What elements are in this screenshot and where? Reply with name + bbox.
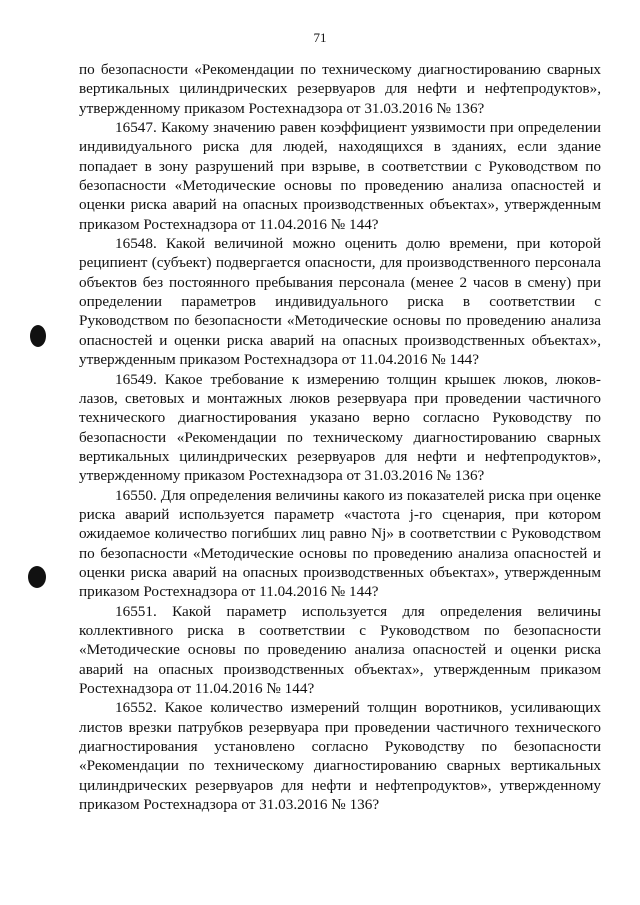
question-16549: 16549. Какое требование к измерению толщин крышек люков, люков-лазов, световых и монтажных люков резервуара при проведении частичного технического диагностирования указано верно согласно Руководству по безопасности «Рекомендации по техническому диагностированию сварных вертикальных цилиндрических резервуаров для нефти и нефтепродуктов», утвержденному приказом Ростехнадзора от 31.03.2016 № 136? [79, 370, 601, 485]
paragraph-continuation: по безопасности «Рекомендации по техническому диагностированию сварных вертикальных цилиндрических резервуаров для нефти и нефтепродуктов», утвержденному приказом Ростехнадзора от 31.03.2016 № 136? [79, 61, 601, 117]
punch-hole-mark [30, 325, 46, 347]
page-number: 71 [313, 30, 327, 45]
question-16547: 16547. Какому значению равен коэффициент уязвимости при определении индивидуального риска для людей, находящихся в зданиях, если здание попадает в зону разрушений при взрыве, в соответствии с Руководством по безопасности «Методические основы по проведению анализа опасностей и оценки риска аварий на опасных производственных объектах», утвержденным приказом Ростехнадзора от 11.04.2016 № 144? [79, 119, 601, 233]
question-16551: 16551. Какой параметр используется для определения величины коллективного риска в соответствии с Руководством по безопасности «Методические основы по проведению анализа опасностей и оценки риска аварий на опасных производственных объектах», утвержденным приказом Ростехнадзора от 11.04.2016 № 144? [79, 602, 601, 697]
punch-hole-mark [28, 566, 46, 588]
question-16548: 16548. Какой величиной можно оценить долю времени, при которой реципиент (субъект) подвергается опасности, для производственного персонала объектов без постоянного пребывания персонала (менее 2 часов в смену) при определении параметров индивидуального риска в соответствии с Руководством по безопасности «Методические основы по проведению анализа опасностей и оценки риска аварий на опасных производственных объектах», утвержденным приказом Ростехнадзора от 11.04.2016 № 144? [79, 235, 601, 369]
question-16550: 16550. Для определения величины какого из показателей риска при оценке риска аварий используется параметр «частота j-го сценария, при котором ожидаемое количество погибших лиц равно Nj» в соответствии с Руководством по безопасности «Методические основы по проведению анализа опасностей и оценки риска аварий на опасных производственных объектах», утвержденным приказом Ростехнадзора от 11.04.2016 № 144? [79, 486, 601, 601]
document-body [79, 60, 601, 814]
question-16552: 16552. Какое количество измерений толщин воротников, усиливающих листов врезки патрубков резервуара при проведении частичного технического диагностирования установлено согласно Руководству по безопасности «Рекомендации по техническому диагностированию сварных вертикальных цилиндрических резервуаров для нефти и нефтепродуктов», утвержденному приказом Ростехнадзора от 31.03.2016 № 136? [79, 699, 601, 814]
